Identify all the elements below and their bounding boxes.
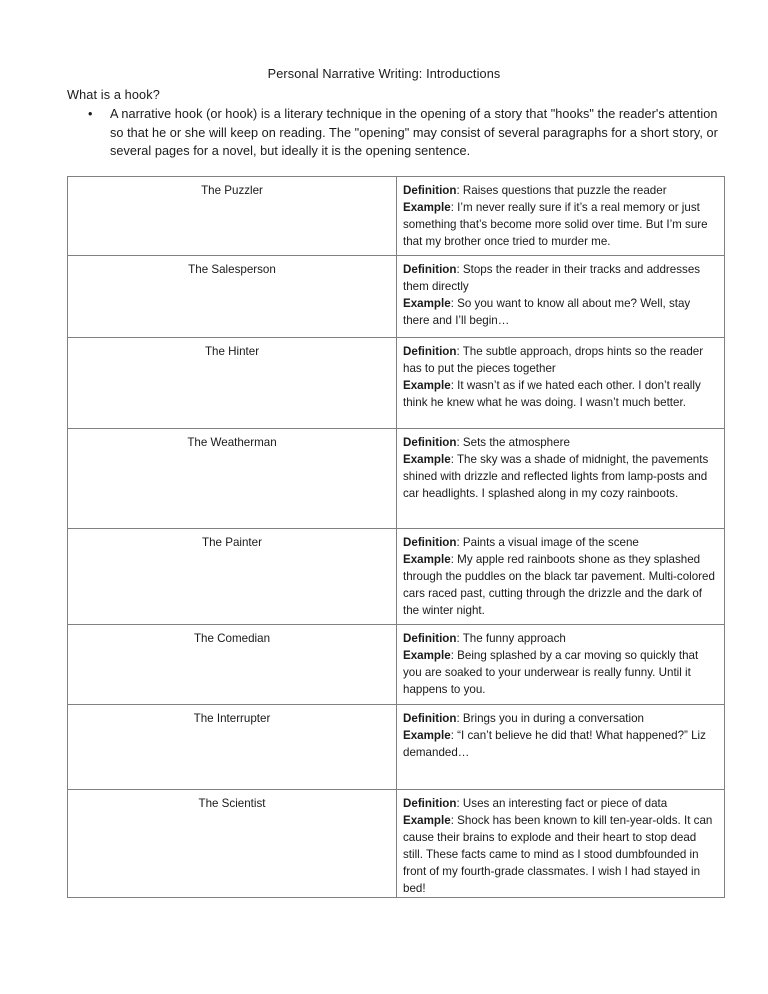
definition-line [403, 795, 715, 812]
hook-name-cell [68, 256, 397, 338]
example-separator: : [450, 814, 458, 827]
hook-description-cell [397, 625, 725, 705]
hook-name-label: The Scientist [198, 797, 266, 810]
example-label: Example [403, 814, 451, 827]
example-label: Example [403, 729, 451, 742]
example-label: Example [403, 297, 451, 310]
bullet-point-icon: • [88, 107, 93, 121]
definition-line [403, 261, 715, 295]
example-text: “I can’t believe he did that! What happened?” Liz demanded… [403, 729, 706, 759]
table-row [68, 338, 725, 429]
hook-description-cell [397, 338, 725, 429]
hook-description-body [397, 705, 724, 761]
definition-text: Brings you in during a conversation [462, 712, 645, 725]
example-separator: : [450, 453, 457, 466]
example-line [403, 812, 715, 897]
hook-description-body [397, 529, 724, 619]
definition-text: The subtle approach, drops hints so the reader has to put the pieces together [403, 345, 704, 375]
definition-text: Paints a visual image of the scene [462, 536, 639, 549]
table-row [68, 790, 725, 898]
bullet-list-item [67, 105, 722, 161]
definition-line [403, 343, 715, 377]
hook-types-table [67, 176, 725, 898]
definition-label: Definition [403, 263, 457, 276]
table-row [68, 429, 725, 529]
hook-description-body [397, 338, 724, 411]
table-row [68, 256, 725, 338]
definition-text: Uses an interesting fact or piece of data [462, 797, 668, 810]
definition-label: Definition [403, 436, 457, 449]
example-separator: : [450, 201, 458, 214]
hook-name-label: The Painter [202, 536, 262, 549]
example-label: Example [403, 201, 451, 214]
definition-separator: : [456, 797, 463, 810]
definition-text: Raises questions that puzzle the reader [462, 184, 667, 197]
hook-description-cell [397, 256, 725, 338]
definition-label: Definition [403, 536, 457, 549]
example-text: Being splashed by a car moving so quickly that you are soaked to your underwear is really funny. Until it happens to you. [403, 649, 699, 696]
hook-name-label: The Puzzler [201, 184, 263, 197]
hook-name-cell [68, 705, 397, 790]
example-text: Shock has been known to kill ten-year-olds. It can cause their brains to explode and their heart to stop dead still. These facts came to mind as I stood dumbfounded in front of my fourth-grade classmates. I wish I had stayed in bed! [403, 814, 713, 895]
page-title: Personal Narrative Writing: Introductions [267, 67, 501, 81]
hook-description-body [397, 429, 724, 502]
example-text: I’m never really sure if it’s a real memory or just something that’s become more solid over time. But I’m sure that my brother once tried to murder me. [403, 201, 708, 248]
hook-description-body [397, 177, 724, 250]
table-row [68, 529, 725, 625]
example-label: Example [403, 649, 451, 662]
definition-line [403, 434, 715, 451]
hook-description-body [397, 256, 724, 329]
definition-separator: : [456, 632, 463, 645]
example-line [403, 727, 715, 761]
table-row [68, 177, 725, 256]
example-line [403, 451, 715, 502]
hook-name-cell [68, 429, 397, 529]
definition-separator: : [456, 536, 463, 549]
example-text: My apple red rainboots shone as they splashed through the puddles on the black tar pavement. Multi-colored cars raced past, cutting through the drizzle and the dark of the winter night. [403, 553, 715, 617]
hook-name-cell [68, 338, 397, 429]
definition-label: Definition [403, 345, 457, 358]
example-line [403, 551, 715, 619]
example-separator: : [450, 297, 458, 310]
definition-label: Definition [403, 712, 457, 725]
example-label: Example [403, 553, 451, 566]
example-text: So you want to know all about me? Well, stay there and I’ll begin… [403, 297, 691, 327]
example-label: Example [403, 379, 451, 392]
hook-name-cell [68, 790, 397, 898]
example-text: The sky was a shade of midnight, the pavements shined with drizzle and reflected lights from lamp-posts and car headlights. I splashed along in my cozy rainboots. [403, 453, 709, 500]
definition-text: Sets the atmosphere [462, 436, 570, 449]
hook-name-label: The Interrupter [193, 712, 271, 725]
definition-text: The funny approach [462, 632, 566, 645]
definition-separator: : [456, 436, 463, 449]
definition-text: Stops the reader in their tracks and addresses them directly [403, 263, 701, 293]
hook-description-body [397, 625, 724, 698]
hook-description-cell [397, 529, 725, 625]
definition-separator: : [456, 184, 463, 197]
hook-name-cell [68, 529, 397, 625]
hook-name-label: The Salesperson [188, 263, 276, 276]
definition-line [403, 182, 715, 199]
example-line [403, 295, 715, 329]
hook-name-cell [68, 177, 397, 256]
example-line [403, 377, 715, 411]
example-line [403, 647, 715, 698]
hook-name-label: The Hinter [204, 345, 260, 358]
hook-types-table-body [68, 177, 725, 898]
hook-description-cell [397, 177, 725, 256]
example-line [403, 199, 715, 250]
definition-separator: : [456, 712, 463, 725]
table-row [68, 705, 725, 790]
example-separator: : [450, 553, 458, 566]
definition-line [403, 710, 715, 727]
hook-description-cell [397, 429, 725, 529]
definition-line [403, 534, 715, 551]
example-label: Example [403, 453, 451, 466]
hook-description-cell [397, 705, 725, 790]
table-row [68, 625, 725, 705]
definition-label: Definition [403, 797, 457, 810]
definition-separator: : [456, 263, 463, 276]
example-text: It wasn’t as if we hated each other. I don’t really think he knew what he was doing. I wasn’t much better. [403, 379, 701, 409]
definition-separator: : [456, 345, 463, 358]
hook-description-cell [397, 790, 725, 898]
definition-label: Definition [403, 632, 457, 645]
hook-name-label: The Comedian [193, 632, 271, 645]
hook-name-cell [68, 625, 397, 705]
hook-name-label: The Weatherman [187, 436, 277, 449]
example-separator: : [450, 649, 458, 662]
definition-label: Definition [403, 184, 457, 197]
question-heading: What is a hook? [67, 88, 160, 102]
example-separator: : [450, 379, 458, 392]
hook-description-body [397, 790, 724, 897]
example-separator: : [450, 729, 458, 742]
definition-line [403, 630, 715, 647]
bullet-item-text: A narrative hook (or hook) is a literary technique in the opening of a story that "hooks" the reader's attention so that he or she will keep on reading. The "opening" may consist of several paragraphs for a short story, or several pages for a novel, but ideally it is the opening sentence. [110, 107, 718, 159]
